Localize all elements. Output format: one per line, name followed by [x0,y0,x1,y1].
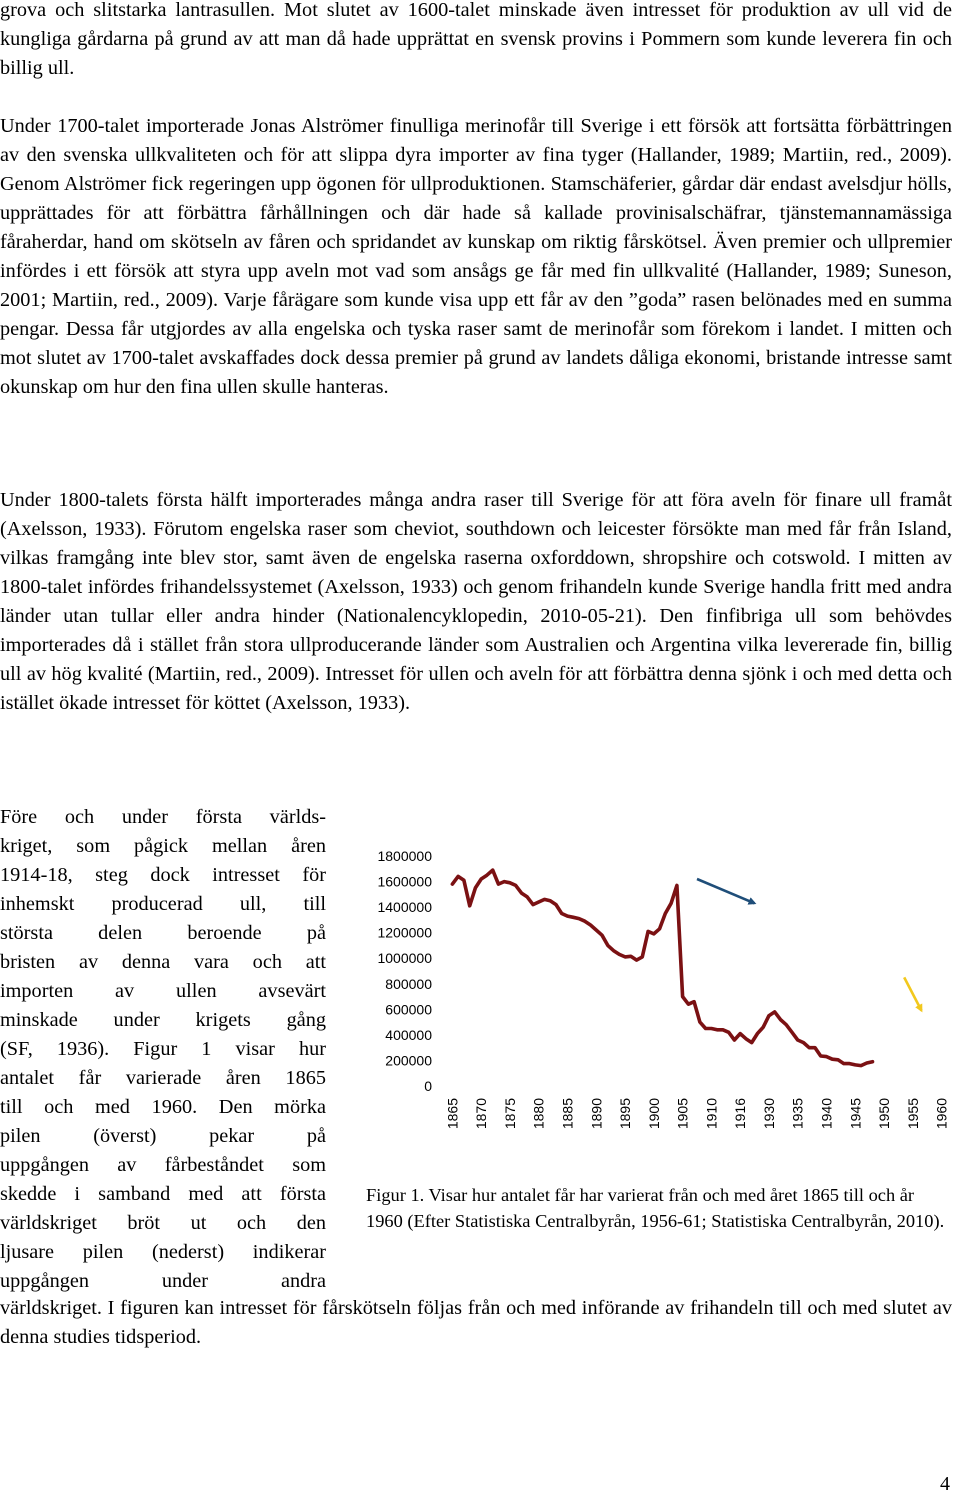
x-tick-label: 1950 [876,1098,893,1130]
x-tick-label: 1865 [444,1098,461,1130]
y-tick-label: 200000 [385,1052,432,1069]
wrapped-line: största delen beroende på [0,922,326,944]
x-tick-label: 1935 [789,1098,806,1130]
dark-arrow [697,879,755,903]
wrapped-line: uppgången av fårbeståndet som [0,1154,326,1176]
paragraph-world-war-continued: världskriget. I figuren kan intresset för fårskötseln följas från och med införande av frihandeln till och med slutet av denna studies tidsperiod. [0,1297,952,1348]
wrapped-line: till och med 1960. Den mörka [0,1096,326,1118]
wrapped-line: 1914-18, steg dock intresset för [0,864,326,886]
wrapped-line: antalet får varierade åren 1865 [0,1067,326,1089]
wrapped-line: ljusare pilen (nederst) indikerar [0,1241,326,1263]
y-tick-label: 1400000 [377,899,432,916]
x-tick-label: 1895 [617,1098,634,1130]
y-tick-label: 1000000 [377,950,432,967]
light-arrow [904,977,921,1010]
x-tick-label: 1940 [818,1098,835,1130]
page-number: 4 [940,1473,950,1495]
wrapped-line: kriget, som pågick mellan åren [0,835,326,857]
x-tick-label: 1945 [847,1098,864,1130]
x-tick-label: 1910 [703,1098,720,1130]
figure-caption: Figur 1. Visar hur antalet får har varierat från och med året 1865 till och år 1960 (Efter Statistiska Centralbyrån, 1956-61; Statistiska Centralbyrån, 2010). [366,1185,945,1231]
y-tick-label: 1600000 [377,873,432,890]
x-tick-label: 1870 [473,1098,490,1130]
x-tick-label: 1890 [588,1098,605,1130]
wrapped-line: uppgången under andra [0,1270,326,1292]
wrapped-line: världskriget bröt ut och den [0,1212,326,1234]
sheep-count-figure [356,836,960,1166]
paragraph-intro: grova och slitstarka lantrasullen. Mot slutet av 1600-talet minskade även intresset för produktion av ull vid de kungliga gårdarna på grund av att man då hade upprättat en svensk provins i Pommern som kunde leverera fin och billig ull. [0,0,952,79]
x-tick-label: 1905 [674,1098,691,1130]
series-group [452,870,872,1066]
wrapped-line: (SF, 1936). Figur 1 visar hur [0,1038,326,1060]
series-line [452,870,872,1066]
x-tick-label: 1875 [501,1098,518,1130]
y-axis [377,848,432,1094]
wrapped-line: skedde i samband med att första [0,1183,326,1205]
y-tick-label: 1800000 [377,848,432,864]
wrapped-line: minskade under krigets gång [0,1009,326,1031]
y-tick-label: 0 [424,1078,432,1094]
wrapped-line: importen av ullen avsevärt [0,980,326,1002]
sheep-count-line-chart [356,836,960,1166]
wrapped-line: inhemskt producerad ull, till [0,893,326,915]
paragraph-1700s: Under 1700-talet importerade Jonas Alströmer finulliga merinofår till Sverige i ett försök att fortsätta förbättringen av den svenska ullkvaliteten och för att slippa dyra importer av fina tyger (Hallander, 1989; Martiin, red., 2009). Genom Alströmer fick regeringen upp ögonen för ullproduktionen. Stamschäferier, gårdar där endast avelsdjur hölls, upprättades för att förbättra fårhållningen och där hade så kallade provinisalschäfrar, tjänstemannamässiga fåraherdar, hand om skötseln av fåren och spridandet av kunskap om riktig fårskötsel. Även premier och ullpremier infördes i ett försök att styra upp aveln mot vad som ansågs ge får med fin ullkvalité (Hallander, 1989; Suneson, 2001; Martiin, red., 2009). Varje fårägare som kunde visa upp ett får av den ”goda” rasen belönades med en summa pengar. Dessa får utgjordes av alla engelska och tyska raser samt de merinofår som förekom i landet. I mitten och mot slutet av 1700-talet avskaffades dock dessa premier på grund av landets dåliga ekonomi, bristande intresse samt okunskap om hur den fina ullen skulle hanteras. [0,115,952,398]
x-tick-label: 1880 [530,1098,547,1130]
y-tick-label: 800000 [385,975,432,992]
x-axis [444,1098,949,1129]
paragraph-1800s: Under 1800-talets första hälft importerades många andra raser till Sverige för att föra aveln för finare ull framåt (Axelsson, 1933). Förutom engelska raser som cheviot, southdown och leicester försökte man med får från Island, vilkas framgång inte blev stor, samt även de engelska raserna oxforddown, shropshire och cotswold. I mitten av 1800-talet infördes frihandelssystemet (Axelsson, 1933) och genom frihandeln kunde Sverige handla fritt med andra länder utan tullar eller andra hinder (Nationalencyklopedin, 2010-05-21). Den finfibriga ull som behövdes importerades då i stället från stora ullproducerande länder som Australien och Argentina vilka levererade fin, billig ull av hög kvalité (Martiin, red., 2009). Intresset för ullen och aveln för att förbättra denna sjönk i och med detta och istället ökade intresset för köttet (Axelsson, 1933). [0,489,952,714]
x-tick-label: 1885 [559,1098,576,1130]
wrapped-line: bristen av denna vara och att [0,951,326,973]
y-tick-label: 1200000 [377,924,432,941]
x-tick-label: 1930 [760,1098,777,1130]
wrapped-line: pilen (överst) pekar på [0,1125,326,1147]
y-tick-label: 400000 [385,1026,432,1043]
wrapped-line: Före och under första världs- [0,806,326,828]
annotations [697,879,921,1011]
y-tick-label: 600000 [385,1001,432,1018]
x-tick-label: 1960 [933,1098,950,1130]
x-tick-label: 1916 [732,1098,749,1130]
paragraph-world-war-wrapped [0,803,326,1296]
x-tick-label: 1955 [904,1098,921,1130]
x-tick-label: 1900 [645,1098,662,1130]
